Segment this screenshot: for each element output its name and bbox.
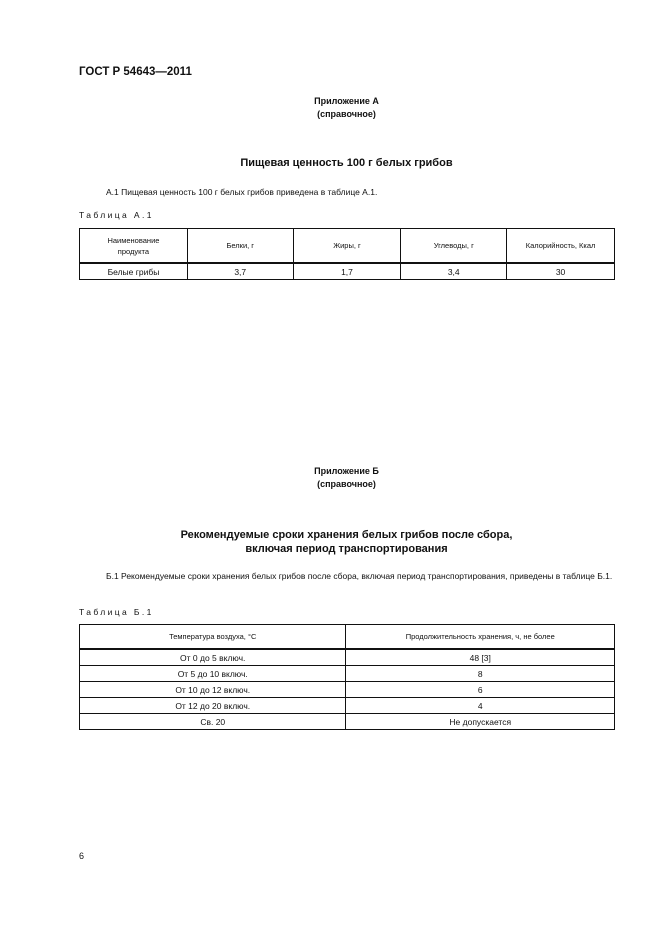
annex-a-subtitle: (справочное): [317, 109, 376, 119]
table-header-cell: Температура воздуха, °С: [80, 625, 346, 650]
table-header-cell: Жиры, г: [293, 229, 401, 264]
table-cell: Не допускается: [346, 714, 615, 730]
table-cell: 6: [346, 682, 615, 698]
table-cell: От 10 до 12 включ.: [80, 682, 346, 698]
annex-b-heading-line: Рекомендуемые сроки хранения белых грибов после сбора,: [180, 529, 513, 541]
table-cell: Белые грибы: [80, 263, 188, 280]
annex-b-heading: [0, 528, 661, 556]
annex-a-heading: Пищевая ценность 100 г белых грибов: [240, 157, 453, 169]
table-cell: От 12 до 20 включ.: [80, 698, 346, 714]
table-header-row: [80, 625, 615, 650]
table-cell: От 5 до 10 включ.: [80, 666, 346, 682]
table-header-cell: Наименование продукта: [80, 229, 188, 264]
table-b1-caption: Таблица Б.1: [79, 607, 154, 617]
page-number: 6: [79, 851, 85, 861]
table-cell: 30: [507, 263, 615, 280]
table-header-cell: Калорийность, Ккал: [507, 229, 615, 264]
table-a1: [79, 228, 615, 280]
document-code: ГОСТ Р 54643—2011: [79, 66, 192, 78]
table-cell: 3,7: [187, 263, 293, 280]
annex-b-label: Приложение Б: [314, 466, 379, 476]
annex-b-title: [0, 465, 661, 491]
table-row: [80, 714, 615, 730]
table-cell: От 0 до 5 включ.: [80, 649, 346, 666]
table-row: [80, 666, 615, 682]
annex-b-subtitle: (справочное): [317, 479, 376, 489]
table-header-cell: Белки, г: [187, 229, 293, 264]
table-a1-caption: Таблица А.1: [79, 210, 154, 220]
annex-a-title: [0, 95, 661, 121]
table-cell: Св. 20: [80, 714, 346, 730]
table-row: [80, 649, 615, 666]
table-row: [80, 698, 615, 714]
table-cell: 8: [346, 666, 615, 682]
table-row: [80, 263, 615, 280]
annex-a-paragraph: А.1 Пищевая ценность 100 г белых грибов приведена в таблице А.1.: [106, 187, 378, 197]
table-cell: 48 [3]: [346, 649, 615, 666]
table-header-cell: Продолжительность хранения, ч, не более: [346, 625, 615, 650]
annex-a-label: Приложение А: [314, 96, 379, 106]
table-b1: [79, 624, 615, 730]
table-header-cell: Углеводы, г: [401, 229, 507, 264]
table-cell: 4: [346, 698, 615, 714]
annex-b-heading-line: включая период транспортирования: [245, 543, 448, 555]
table-header-row: [80, 229, 615, 264]
table-cell: 3,4: [401, 263, 507, 280]
table-row: [80, 682, 615, 698]
table-cell: 1,7: [293, 263, 401, 280]
annex-b-paragraph: Б.1 Рекомендуемые сроки хранения белых грибов после сбора, включая период транспортирования, приведены в таблице Б.1.: [106, 571, 613, 581]
